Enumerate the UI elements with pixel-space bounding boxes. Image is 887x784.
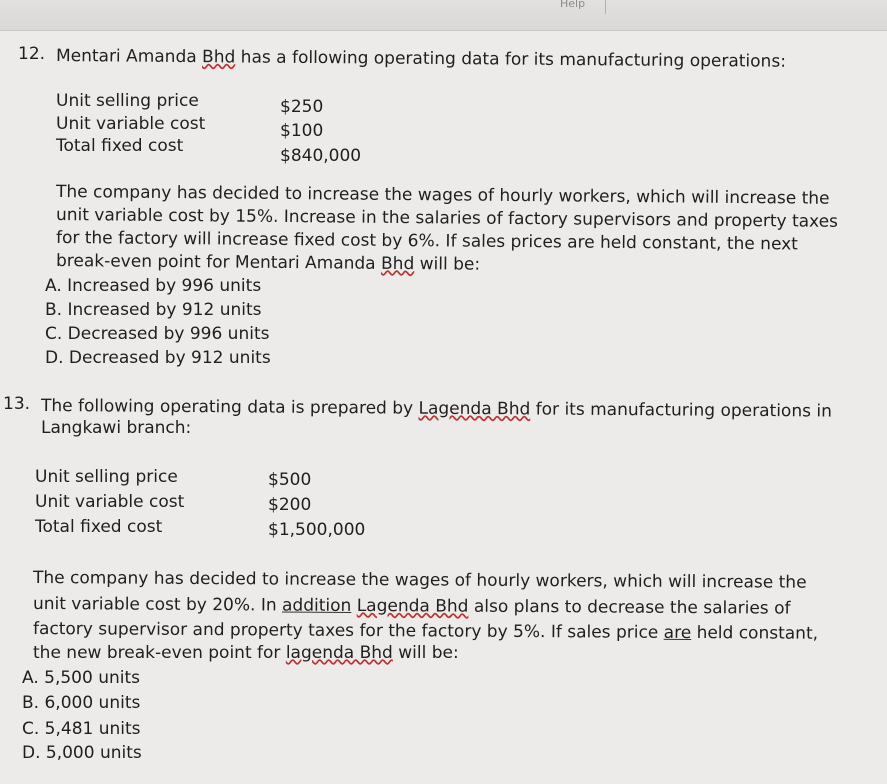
q12-company: Bhd: [380, 253, 415, 275]
q13-option-b[interactable]: B. 6,000 units: [22, 693, 141, 713]
q12-intro: Mentari Amanda Bhd has a following operating data for its manufacturing operations:: [55, 46, 787, 72]
q13-company: lagenda Bhd: [285, 643, 393, 663]
q12-row-label: Unit selling price: [56, 91, 199, 111]
q13-row-label: Unit variable cost: [35, 492, 185, 512]
q13-option-a[interactable]: A. 5,500 units: [22, 668, 141, 688]
q12-row-value: $840,000: [280, 146, 362, 166]
q12-row-value: $250: [280, 97, 324, 117]
q13-para-line: unit variable cost by 20%. In addition Lagenda Bhd also plans to decrease the salaries of: [32, 594, 791, 619]
q12-row-label: Total fixed cost: [56, 136, 184, 156]
q13-para-line: The company has decided to increase the wages of hourly workers, which will increase the: [32, 568, 807, 593]
q13-intro: The following operating data is prepared by Lagenda Bhd for its manufacturing operations in: [40, 396, 832, 422]
q12-row-label: Unit variable cost: [56, 114, 206, 134]
q13-number: 13.: [3, 394, 31, 414]
q13-option-c[interactable]: C. 5,481 units: [22, 719, 141, 739]
q12-option-b[interactable]: B. Increased by 912 units: [45, 300, 262, 320]
q12-para-line: for the factory will increase fixed cost by 6%. If sales prices are held constant, the next: [55, 228, 798, 255]
q12-company: Bhd: [202, 47, 236, 68]
q13-company: Lagenda Bhd: [418, 398, 531, 420]
q12-number: 12.: [18, 44, 46, 64]
q12-para-line: unit variable cost by 15%. Increase in the salaries of factory supervisors and property taxes: [55, 205, 839, 232]
q13-option-d[interactable]: D. 5,000 units: [22, 743, 142, 763]
q13-row-value: $500: [268, 470, 312, 490]
q13-para-line: the new break-even point for lagenda Bhd will be:: [33, 643, 459, 663]
q13-row-label: Total fixed cost: [35, 517, 163, 537]
toolbar: [0, 0, 887, 31]
q12-row-value: $100: [280, 121, 324, 141]
q13-intro-line2: Langkawi branch:: [41, 418, 192, 438]
q12-option-a[interactable]: A. Increased by 996 units: [45, 276, 262, 296]
q13-para-line: factory supervisor and property taxes for the factory by 5%. If sales price are held constant,: [32, 619, 819, 644]
q13-row-value: $200: [268, 495, 312, 515]
q12-para-line: The company has decided to increase the wages of hourly workers, which will increase the: [55, 182, 830, 209]
q13-company: Lagenda Bhd: [356, 595, 469, 617]
q13-row-label: Unit selling price: [35, 467, 178, 487]
q12-para-line: break-even point for Mentari Amanda Bhd will be:: [55, 251, 481, 275]
help-menu[interactable]: Help: [560, 0, 586, 10]
q13-row-value: $1,500,000: [268, 520, 366, 540]
toolbar-divider: [605, 0, 606, 14]
q12-option-c[interactable]: C. Decreased by 996 units: [45, 324, 270, 344]
q12-option-d[interactable]: D. Decreased by 912 units: [45, 348, 271, 368]
